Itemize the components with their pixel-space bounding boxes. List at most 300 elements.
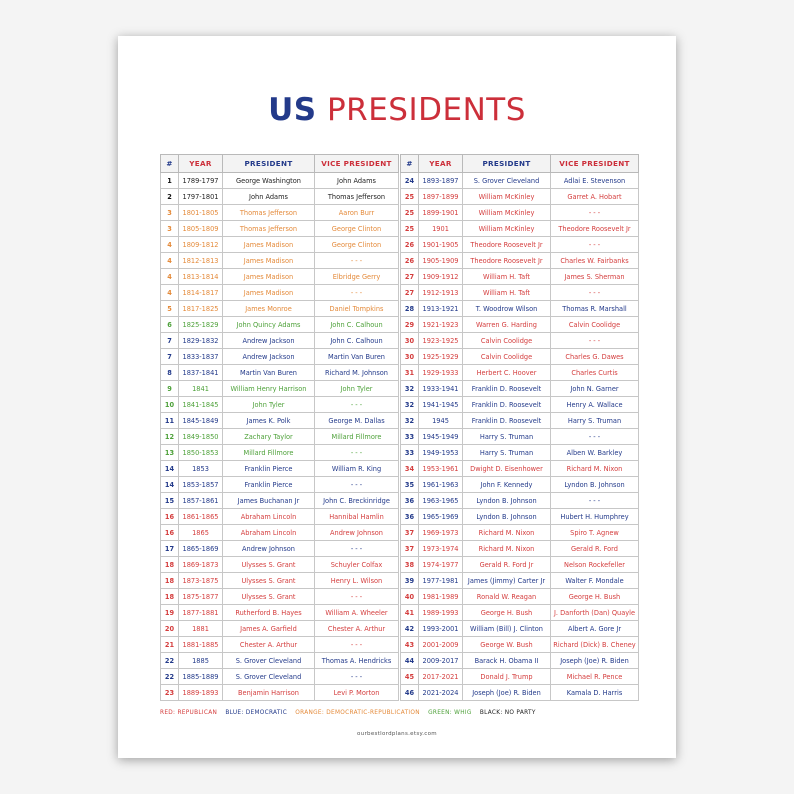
cell-number: 32 (401, 413, 419, 429)
cell-vice-president: Daniel Tompkins (315, 301, 399, 317)
table-row (161, 365, 399, 381)
cell-number: 45 (401, 669, 419, 685)
cell-year: 1923-1925 (419, 333, 463, 349)
cell-president: T. Woodrow Wilson (463, 301, 551, 317)
table-row (401, 301, 639, 317)
cell-vice-president: - - - (315, 397, 399, 413)
cell-year: 1881 (179, 621, 223, 637)
cell-vice-president: Joseph (Joe) R. Biden (551, 653, 639, 669)
cell-president: Abraham Lincoln (223, 525, 315, 541)
cell-number: 1 (161, 173, 179, 189)
cell-vice-president: Charles W. Fairbanks (551, 253, 639, 269)
cell-president: Ulysses S. Grant (223, 589, 315, 605)
cell-number: 18 (161, 573, 179, 589)
cell-number: 29 (401, 317, 419, 333)
cell-year: 1837-1841 (179, 365, 223, 381)
cell-vice-president: Calvin Coolidge (551, 317, 639, 333)
cell-president: James Buchanan Jr (223, 493, 315, 509)
table-row (401, 253, 639, 269)
cell-number: 44 (401, 653, 419, 669)
cell-president: James Madison (223, 269, 315, 285)
table-row (161, 205, 399, 221)
cell-year: 1901-1905 (419, 237, 463, 253)
cell-number: 41 (401, 605, 419, 621)
table-row (161, 221, 399, 237)
cell-number: 6 (161, 317, 179, 333)
cell-number: 9 (161, 381, 179, 397)
cell-number: 14 (161, 477, 179, 493)
cell-vice-president: William A. Wheeler (315, 605, 399, 621)
cell-number: 19 (161, 605, 179, 621)
cell-vice-president: Charles Curtis (551, 365, 639, 381)
cell-vice-president: - - - (551, 333, 639, 349)
table-row (161, 285, 399, 301)
table-row (401, 669, 639, 685)
table-row (401, 637, 639, 653)
table-row (401, 429, 639, 445)
cell-president: William McKinley (463, 189, 551, 205)
table-row (401, 333, 639, 349)
cell-president: Thomas Jefferson (223, 221, 315, 237)
cell-vice-president: George H. Bush (551, 589, 639, 605)
table-row (401, 381, 639, 397)
table-row (161, 541, 399, 557)
cell-president: William Henry Harrison (223, 381, 315, 397)
cell-president: S. Grover Cleveland (223, 669, 315, 685)
cell-year: 1945 (419, 413, 463, 429)
cell-president: Calvin Coolidge (463, 333, 551, 349)
header-number: # (401, 155, 419, 173)
cell-year: 1897-1899 (419, 189, 463, 205)
cell-vice-president: Lyndon B. Johnson (551, 477, 639, 493)
header-year: YEAR (179, 155, 223, 173)
legend-republican: RED: REPUBLICAN (160, 710, 218, 716)
cell-year: 1977-1981 (419, 573, 463, 589)
cell-president: William McKinley (463, 205, 551, 221)
table-row (401, 493, 639, 509)
cell-number: 4 (161, 237, 179, 253)
cell-year: 2001-2009 (419, 637, 463, 653)
page-title (118, 92, 676, 128)
table-row (161, 397, 399, 413)
cell-year: 1893-1897 (419, 173, 463, 189)
table-row (401, 397, 639, 413)
legend-democratic: BLUE: DEMOCRATIC (225, 710, 288, 716)
table-row (161, 237, 399, 253)
cell-vice-president: Adlai E. Stevenson (551, 173, 639, 189)
cell-president: John Tyler (223, 397, 315, 413)
cell-president: Lyndon B. Johnson (463, 509, 551, 525)
cell-number: 11 (161, 413, 179, 429)
cell-number: 10 (161, 397, 179, 413)
cell-year: 1929-1933 (419, 365, 463, 381)
shop-url: ourbestlordplans.etsy.com (357, 731, 437, 737)
cell-year: 1829-1832 (179, 333, 223, 349)
cell-president: Millard Fillmore (223, 445, 315, 461)
table-row (401, 477, 639, 493)
table-row (401, 317, 639, 333)
table-row (401, 237, 639, 253)
cell-president: Thomas Jefferson (223, 205, 315, 221)
cell-president: Harry S. Truman (463, 445, 551, 461)
party-legend (160, 710, 542, 716)
table-row (401, 221, 639, 237)
table-row (161, 461, 399, 477)
cell-year: 2021-2024 (419, 685, 463, 701)
cell-president: Theodore Roosevelt Jr (463, 253, 551, 269)
table-row (161, 301, 399, 317)
header-president: PRESIDENT (223, 155, 315, 173)
table-row (161, 253, 399, 269)
cell-vice-president: Henry A. Wallace (551, 397, 639, 413)
cell-year: 1789-1797 (179, 173, 223, 189)
cell-vice-president: Thomas Jefferson (315, 189, 399, 205)
cell-vice-president: Elbridge Gerry (315, 269, 399, 285)
cell-vice-president: - - - (315, 285, 399, 301)
cell-number: 42 (401, 621, 419, 637)
cell-year: 1973-1974 (419, 541, 463, 557)
cell-president: Harry S. Truman (463, 429, 551, 445)
cell-vice-president: Alben W. Barkley (551, 445, 639, 461)
cell-vice-president: George M. Dallas (315, 413, 399, 429)
cell-vice-president: Albert A. Gore Jr (551, 621, 639, 637)
cell-number: 18 (161, 557, 179, 573)
cell-vice-president: George Clinton (315, 237, 399, 253)
cell-year: 1945-1949 (419, 429, 463, 445)
cell-president: Warren G. Harding (463, 317, 551, 333)
cell-number: 16 (161, 509, 179, 525)
cell-president: John F. Kennedy (463, 477, 551, 493)
table-header-row (401, 155, 639, 173)
cell-vice-president: - - - (315, 541, 399, 557)
cell-number: 32 (401, 397, 419, 413)
cell-year: 1841-1845 (179, 397, 223, 413)
cell-year: 1953-1961 (419, 461, 463, 477)
table-row (161, 349, 399, 365)
cell-president: S. Grover Cleveland (223, 653, 315, 669)
cell-number: 23 (161, 685, 179, 701)
table-row (401, 413, 639, 429)
cell-president: George Washington (223, 173, 315, 189)
cell-number: 30 (401, 333, 419, 349)
table-row (161, 317, 399, 333)
cell-president: Martin Van Buren (223, 365, 315, 381)
cell-year: 1805-1809 (179, 221, 223, 237)
cell-vice-president: Thomas R. Marshall (551, 301, 639, 317)
cell-year: 1845-1849 (179, 413, 223, 429)
cell-president: Theodore Roosevelt Jr (463, 237, 551, 253)
cell-vice-president: George Clinton (315, 221, 399, 237)
cell-number: 22 (161, 669, 179, 685)
cell-year: 1809-1812 (179, 237, 223, 253)
cell-vice-president: - - - (551, 285, 639, 301)
cell-number: 26 (401, 253, 419, 269)
table-header-row (161, 155, 399, 173)
cell-president: Joseph (Joe) R. Biden (463, 685, 551, 701)
table-row (401, 205, 639, 221)
cell-vice-president: Hubert H. Humphrey (551, 509, 639, 525)
table-row (161, 189, 399, 205)
table-row (161, 637, 399, 653)
cell-president: Rutherford B. Hayes (223, 605, 315, 621)
cell-president: Zachary Taylor (223, 429, 315, 445)
cell-vice-president: Kamala D. Harris (551, 685, 639, 701)
cell-president: Andrew Johnson (223, 541, 315, 557)
cell-vice-president: John C. Calhoun (315, 333, 399, 349)
cell-year: 1981-1989 (419, 589, 463, 605)
cell-number: 37 (401, 541, 419, 557)
cell-number: 5 (161, 301, 179, 317)
cell-president: Richard M. Nixon (463, 525, 551, 541)
cell-number: 15 (161, 493, 179, 509)
cell-vice-president: Richard (Dick) B. Cheney (551, 637, 639, 653)
cell-president: Ulysses S. Grant (223, 557, 315, 573)
cell-president: Abraham Lincoln (223, 509, 315, 525)
cell-number: 12 (161, 429, 179, 445)
cell-year: 1965-1969 (419, 509, 463, 525)
table-row (401, 285, 639, 301)
table-body-left (161, 173, 399, 701)
cell-number: 17 (161, 541, 179, 557)
table-row (161, 333, 399, 349)
table-row (401, 349, 639, 365)
header-president: PRESIDENT (463, 155, 551, 173)
cell-number: 14 (161, 461, 179, 477)
table-row (161, 621, 399, 637)
cell-year: 1925-1929 (419, 349, 463, 365)
cell-president: William (Bill) J. Clinton (463, 621, 551, 637)
presidents-table-right (400, 154, 639, 701)
cell-year: 1861-1865 (179, 509, 223, 525)
table-row (401, 509, 639, 525)
cell-year: 1989-1993 (419, 605, 463, 621)
header-year: YEAR (419, 155, 463, 173)
cell-vice-president: Millard Fillmore (315, 429, 399, 445)
cell-year: 1865-1869 (179, 541, 223, 557)
cell-president: S. Grover Cleveland (463, 173, 551, 189)
cell-number: 22 (161, 653, 179, 669)
cell-president: Franklin D. Roosevelt (463, 397, 551, 413)
cell-vice-president: - - - (551, 429, 639, 445)
cell-vice-president: Martin Van Buren (315, 349, 399, 365)
cell-president: Gerald R. Ford Jr (463, 557, 551, 573)
cell-year: 1963-1965 (419, 493, 463, 509)
cell-year: 1921-1923 (419, 317, 463, 333)
cell-year: 1961-1963 (419, 477, 463, 493)
cell-number: 34 (401, 461, 419, 477)
table-row (401, 461, 639, 477)
cell-president: Ulysses S. Grant (223, 573, 315, 589)
cell-year: 1885 (179, 653, 223, 669)
cell-year: 1881-1885 (179, 637, 223, 653)
cell-president: William H. Taft (463, 285, 551, 301)
cell-year: 1814-1817 (179, 285, 223, 301)
cell-number: 31 (401, 365, 419, 381)
table-row (161, 445, 399, 461)
cell-vice-president: - - - (315, 477, 399, 493)
cell-vice-president: Michael R. Pence (551, 669, 639, 685)
cell-vice-president: Harry S. Truman (551, 413, 639, 429)
cell-vice-president: - - - (315, 445, 399, 461)
cell-year: 1909-1912 (419, 269, 463, 285)
cell-year: 1969-1973 (419, 525, 463, 541)
cell-vice-president: John Tyler (315, 381, 399, 397)
cell-number: 33 (401, 445, 419, 461)
cell-vice-president: William R. King (315, 461, 399, 477)
cell-president: Franklin D. Roosevelt (463, 381, 551, 397)
table-row (401, 269, 639, 285)
cell-vice-president: Andrew Johnson (315, 525, 399, 541)
cell-year: 1797-1801 (179, 189, 223, 205)
cell-president: Calvin Coolidge (463, 349, 551, 365)
cell-number: 4 (161, 269, 179, 285)
cell-year: 1853 (179, 461, 223, 477)
cell-year: 1949-1953 (419, 445, 463, 461)
table-row (161, 269, 399, 285)
cell-number: 33 (401, 429, 419, 445)
cell-president: Ronald W. Reagan (463, 589, 551, 605)
cell-vice-president: - - - (315, 669, 399, 685)
cell-president: Andrew Jackson (223, 349, 315, 365)
cell-number: 32 (401, 381, 419, 397)
cell-number: 28 (401, 301, 419, 317)
cell-vice-president: Garret A. Hobart (551, 189, 639, 205)
cell-president: James A. Garfield (223, 621, 315, 637)
cell-vice-president: Theodore Roosevelt Jr (551, 221, 639, 237)
cell-vice-president: Schuyler Colfax (315, 557, 399, 573)
table-row (161, 557, 399, 573)
table-row (161, 525, 399, 541)
title-presidents: PRESIDENTS (326, 92, 526, 128)
cell-president: Andrew Jackson (223, 333, 315, 349)
cell-vice-president: John C. Calhoun (315, 317, 399, 333)
cell-president: Franklin Pierce (223, 461, 315, 477)
cell-vice-president: Richard M. Johnson (315, 365, 399, 381)
cell-number: 18 (161, 589, 179, 605)
table-row (161, 669, 399, 685)
table-row (401, 621, 639, 637)
cell-president: George W. Bush (463, 637, 551, 653)
cell-year: 1993-2001 (419, 621, 463, 637)
cell-president: Donald J. Trump (463, 669, 551, 685)
cell-year: 1974-1977 (419, 557, 463, 573)
cell-vice-president: Levi P. Morton (315, 685, 399, 701)
cell-president: James (Jimmy) Carter Jr (463, 573, 551, 589)
cell-president: Franklin Pierce (223, 477, 315, 493)
cell-year: 1801-1805 (179, 205, 223, 221)
table-row (161, 653, 399, 669)
table-row (161, 573, 399, 589)
cell-number: 40 (401, 589, 419, 605)
table-body-right (401, 173, 639, 701)
cell-number: 4 (161, 285, 179, 301)
cell-number: 21 (161, 637, 179, 653)
cell-vice-president: Walter F. Mondale (551, 573, 639, 589)
cell-number: 7 (161, 333, 179, 349)
cell-number: 20 (161, 621, 179, 637)
cell-year: 1853-1857 (179, 477, 223, 493)
cell-vice-president: Thomas A. Hendricks (315, 653, 399, 669)
cell-year: 1905-1909 (419, 253, 463, 269)
cell-president: Dwight D. Eisenhower (463, 461, 551, 477)
cell-year: 1825-1829 (179, 317, 223, 333)
cell-number: 25 (401, 189, 419, 205)
cell-number: 13 (161, 445, 179, 461)
cell-year: 1865 (179, 525, 223, 541)
cell-vice-president: - - - (315, 253, 399, 269)
cell-year: 1913-1921 (419, 301, 463, 317)
header-number: # (161, 155, 179, 173)
cell-president: Barack H. Obama II (463, 653, 551, 669)
cell-vice-president: - - - (551, 237, 639, 253)
cell-vice-president: Hannibal Hamlin (315, 509, 399, 525)
table-row (161, 413, 399, 429)
cell-number: 36 (401, 493, 419, 509)
cell-number: 39 (401, 573, 419, 589)
cell-vice-president: Chester A. Arthur (315, 621, 399, 637)
cell-president: Franklin D. Roosevelt (463, 413, 551, 429)
table-row (401, 365, 639, 381)
cell-number: 2 (161, 189, 179, 205)
cell-year: 2017-2021 (419, 669, 463, 685)
cell-number: 43 (401, 637, 419, 653)
cell-president: Richard M. Nixon (463, 541, 551, 557)
legend-whig: GREEN: WHIG (428, 710, 472, 716)
cell-vice-president: John N. Garner (551, 381, 639, 397)
table-row (401, 653, 639, 669)
table-row (161, 605, 399, 621)
table-row (401, 541, 639, 557)
table-row (401, 445, 639, 461)
cell-year: 1857-1861 (179, 493, 223, 509)
cell-number: 24 (401, 173, 419, 189)
table-row (161, 429, 399, 445)
cell-year: 1873-1875 (179, 573, 223, 589)
cell-number: 38 (401, 557, 419, 573)
cell-vice-president: Aaron Burr (315, 205, 399, 221)
cell-president: James Monroe (223, 301, 315, 317)
cell-year: 1833-1837 (179, 349, 223, 365)
cell-year: 2009-2017 (419, 653, 463, 669)
table-row (401, 605, 639, 621)
cell-vice-president: Henry L. Wilson (315, 573, 399, 589)
table-row (401, 557, 639, 573)
poster-sheet (118, 36, 676, 758)
cell-number: 26 (401, 237, 419, 253)
cell-number: 3 (161, 205, 179, 221)
cell-president: Lyndon B. Johnson (463, 493, 551, 509)
cell-year: 1812-1813 (179, 253, 223, 269)
header-vice-president: VICE PRESIDENT (315, 155, 399, 173)
table-row (401, 173, 639, 189)
cell-number: 30 (401, 349, 419, 365)
cell-vice-president: J. Danforth (Dan) Quayle (551, 605, 639, 621)
cell-year: 1912-1913 (419, 285, 463, 301)
table-row (161, 173, 399, 189)
table-row (401, 589, 639, 605)
cell-number: 37 (401, 525, 419, 541)
cell-year: 1899-1901 (419, 205, 463, 221)
presidents-table-left (160, 154, 399, 701)
title-us: US (268, 92, 317, 128)
cell-president: James Madison (223, 253, 315, 269)
cell-number: 16 (161, 525, 179, 541)
cell-president: James K. Polk (223, 413, 315, 429)
table-row (401, 525, 639, 541)
table-row (161, 589, 399, 605)
cell-year: 1869-1873 (179, 557, 223, 573)
cell-vice-president: James S. Sherman (551, 269, 639, 285)
